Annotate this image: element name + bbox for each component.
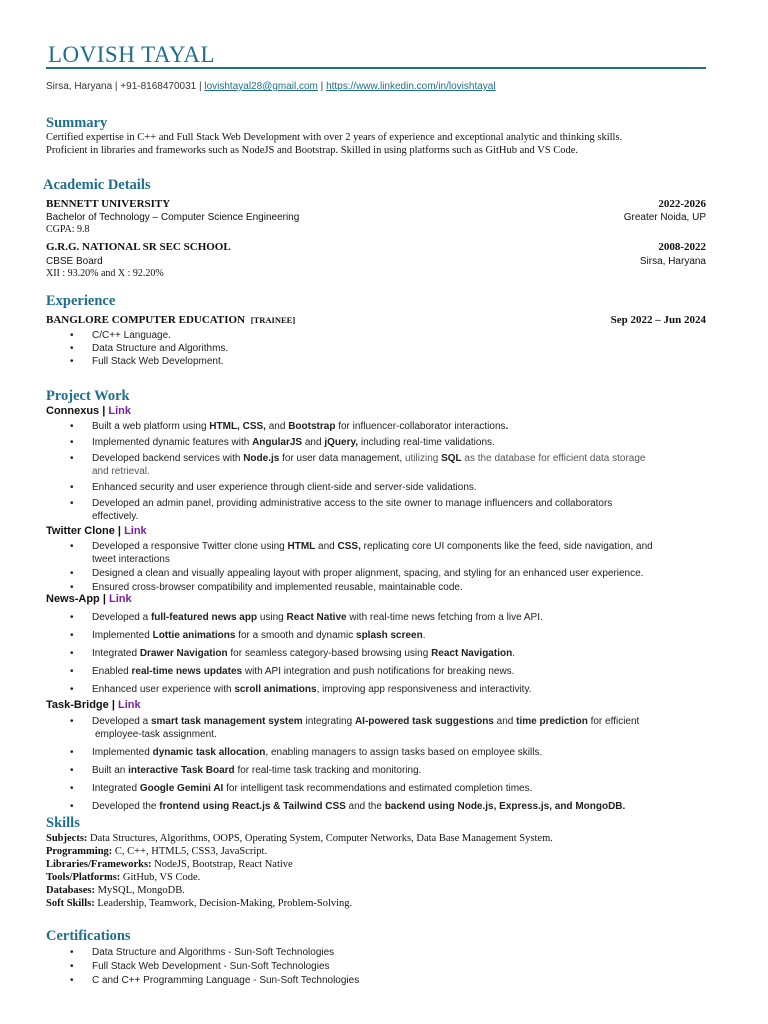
company-title: BANGLORE COMPUTER EDUCATION	[46, 314, 246, 326]
list-item: • Enhanced user experience with scroll animations, improving app responsiveness and interactivity.	[70, 683, 710, 696]
institution-1: BENNETT UNIVERSITY	[46, 198, 171, 210]
list-item: • Built a web platform using HTML, CSS, and Bootstrap for influencer-collaborator interactions.	[70, 420, 710, 433]
score-2: XII : 93.20% and X : 92.20%	[46, 268, 164, 279]
project-name: Twitter Clone	[46, 525, 115, 537]
summary-text	[46, 131, 716, 157]
list-item: • Developed a full-featured news app using React Native with real-time news fetching from a live API.	[70, 611, 710, 624]
task-link[interactable]: Link	[117, 699, 141, 711]
summary-line-1: Certified expertise in C++ and Full Stack Web Development with over 2 years of experience and exceptional analytic and thinking skills.	[46, 132, 623, 143]
project-news-title	[46, 593, 132, 605]
degree-2: CBSE Board	[46, 256, 103, 267]
task-bullets	[70, 715, 710, 813]
experience-bullets	[70, 329, 710, 368]
linkedin-link[interactable]: https://www.linkedin.com/in/lovishtayal	[326, 81, 496, 92]
title-sep: |	[102, 593, 106, 605]
experience-dates: Sep 2022 – Jun 2024	[610, 314, 706, 326]
skills-list	[46, 832, 726, 910]
list-item: • Implemented dynamic task allocation, enabling managers to assign tasks based on employee skills.	[70, 746, 710, 759]
experience-heading: Experience	[46, 293, 116, 309]
skill-row-tools: Tools/Platforms: GitHub, VS Code.	[46, 872, 201, 883]
project-name: News-App	[46, 593, 100, 605]
contact-line	[46, 81, 496, 92]
title-sep: |	[102, 405, 106, 417]
skill-row-libraries: Libraries/Frameworks: NodeJS, Bootstrap, React Native	[46, 859, 293, 870]
list-item: • Integrated Drawer Navigation for seamless category-based browsing using React Navigation.	[70, 647, 710, 660]
years-1: 2022-2026	[658, 198, 706, 210]
list-item: • Implemented Lottie animations for a smooth and dynamic splash screen.	[70, 629, 710, 642]
list-item: • Integrated Google Gemini AI for intelligent task recommendations and estimated completion times.	[70, 782, 710, 795]
list-item: • Data Structure and Algorithms - Sun-Soft Technologies	[70, 946, 710, 959]
years-2: 2008-2022	[658, 241, 706, 253]
place-1: Greater Noida, UP	[623, 212, 706, 223]
news-bullets	[70, 611, 710, 696]
list-item: • Enabled real-time news updates with API integration and push notifications for breaking news.	[70, 665, 710, 678]
connexus-link[interactable]: Link	[108, 405, 132, 417]
email-link[interactable]: lovishtayal28@gmail.com	[204, 81, 318, 92]
project-connexus-title	[46, 405, 131, 417]
certifications-heading: Certifications	[46, 928, 131, 944]
list-item: • Designed a clean and visually appealing layout with proper alignment, spacing, and styling for an enhanced user experience.	[70, 567, 710, 580]
skills-heading: Skills	[46, 815, 80, 831]
project-name: Task-Bridge	[46, 699, 109, 711]
project-name: Connexus	[46, 405, 100, 417]
header-divider	[46, 67, 706, 69]
degree-1: Bachelor of Technology – Computer Science Engineering	[46, 212, 300, 223]
summary-line-2: Proficient in libraries and frameworks such as NodeJS and Bootstrap. Skilled in using platforms such as GitHub and VS Code.	[46, 145, 579, 156]
place-2: Sirsa, Haryana	[639, 256, 706, 267]
list-item: • Developed a smart task management system integrating AI-powered task suggestions and time prediction for efficient employee-task assignment.	[70, 715, 710, 741]
certifications-list	[70, 946, 710, 987]
role-label: [TRAINEE]	[250, 315, 296, 325]
list-item: • Developed backend services with Node.js for user data management, utilizing SQL as the database for efficient data storage and retrieval.	[70, 452, 710, 478]
twitter-bullets	[70, 540, 710, 594]
project-task-title	[46, 699, 141, 711]
score-1: CGPA: 9.8	[46, 224, 90, 235]
institution-2: G.R.G. NATIONAL SR SEC SCHOOL	[46, 241, 231, 253]
list-item: • Developed a responsive Twitter clone using HTML and CSS, replicating core UI components like the feed, side navigation, and tweet interactions	[70, 540, 710, 566]
summary-heading: Summary	[46, 115, 108, 131]
project-twitter-title	[46, 525, 147, 537]
title-sep: |	[111, 699, 115, 711]
skill-row-programming: Programming: C, C++, HTML5, CSS3, JavaScript.	[46, 846, 268, 857]
news-link[interactable]: Link	[108, 593, 132, 605]
candidate-name: LOVISH TAYAL	[48, 42, 216, 67]
twitter-link[interactable]: Link	[124, 525, 147, 537]
skill-row-soft: Soft Skills: Leadership, Teamwork, Decision-Making, Problem-Solving.	[46, 898, 353, 909]
list-item: • Full Stack Web Development - Sun-Soft Technologies	[70, 960, 710, 973]
company-name	[46, 314, 295, 326]
list-item: • Implemented dynamic features with AngularJS and jQuery, including real-time validations.	[70, 436, 710, 449]
list-item: • C/C++ Language.	[70, 329, 710, 342]
list-item: • Built an interactive Task Board for real-time task tracking and monitoring.	[70, 764, 710, 777]
list-item: • Developed the frontend using React.js & Tailwind CSS and the backend using Node.js, Express.js, and MongoDB.	[70, 800, 710, 813]
skill-row-subjects: Subjects: Data Structures, Algorithms, OOPS, Operating System, Computer Networks, Data Base Management System.	[46, 833, 553, 844]
list-item: • Enhanced security and user experience through client-side and server-side validations.	[70, 481, 710, 494]
skill-row-databases: Databases: MySQL, MongoDB.	[46, 885, 185, 896]
academic-heading: Academic Details	[43, 177, 151, 193]
connexus-bullets	[70, 420, 710, 523]
list-item: • Full Stack Web Development.	[70, 355, 710, 368]
list-item: • Developed an admin panel, providing administrative access to the site owner to manage influencers and collaborators effectively.	[70, 497, 710, 523]
list-item: • Ensured cross-browser compatibility and implemented reusable, maintainable code.	[70, 581, 710, 594]
projects-heading: Project Work	[46, 388, 130, 404]
list-item: • C and C++ Programming Language - Sun-Soft Technologies	[70, 974, 710, 987]
list-item: • Data Structure and Algorithms.	[70, 342, 710, 355]
contact-separator: |	[320, 81, 324, 92]
location-phone: Sirsa, Haryana | +91-8168470031 |	[46, 81, 202, 92]
title-sep: |	[117, 525, 121, 537]
